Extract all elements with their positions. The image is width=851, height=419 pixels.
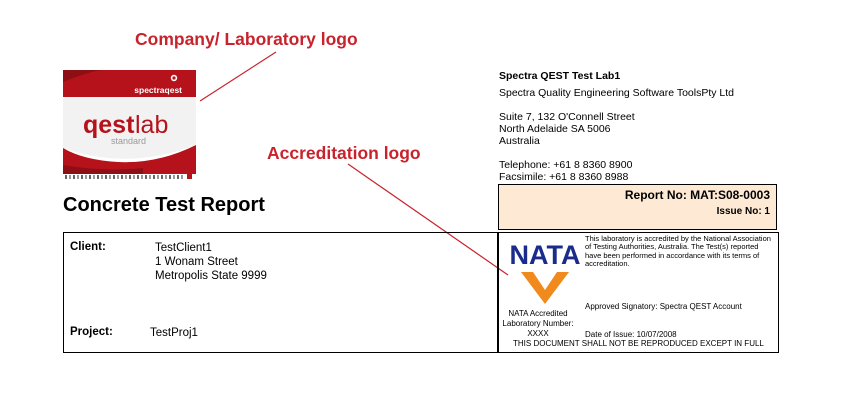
company-name: Spectra QEST Test Lab1 — [499, 70, 621, 82]
client-name: TestClient1 — [155, 242, 212, 254]
accreditation-statement: This laboratory is accredited by the National Association of Testing Authorities, Australia. The Test(s) reported have been performed in accordance with its terms of accreditation. — [585, 234, 771, 268]
nata-logo-chevron — [521, 272, 569, 304]
nata-logo — [507, 236, 583, 306]
logo-brand-main-2: lab — [135, 111, 169, 139]
approved-signatory: Approved Signatory: Spectra QEST Account — [585, 302, 742, 311]
client-label: Client: — [70, 241, 106, 253]
company-facsimile: Facsimile: +61 8 8360 8988 — [499, 171, 629, 183]
client-address-line-1: 1 Wonam Street — [155, 256, 238, 268]
report-number: Report No: MAT:S08-0003 — [624, 188, 770, 202]
laboratory-number: XXXX — [527, 329, 549, 338]
company-address-line-2: North Adelaide SA 5006 — [499, 123, 611, 135]
company-logo-pointer — [200, 52, 276, 101]
date-of-issue: Date of Issue: 10/07/2008 — [585, 330, 677, 339]
company-address-line-1: Suite 7, 132 O'Connell Street — [499, 111, 635, 123]
accreditation-box — [498, 232, 779, 353]
issue-number: Issue No: 1 — [716, 206, 770, 217]
nata-accredited-label: NATA Accredited — [508, 309, 568, 318]
report-title: Concrete Test Report — [63, 194, 265, 216]
company-telephone: Telephone: +61 8 8360 8900 — [499, 159, 633, 171]
reproduction-disclaimer: THIS DOCUMENT SHALL NOT BE REPRODUCED EXCEPT IN FULL — [513, 339, 764, 348]
logo-edition: standard — [111, 136, 147, 146]
company-logo-callout: Company/ Laboratory logo — [135, 29, 358, 49]
client-details-box — [63, 232, 498, 353]
client-address-line-2: Metropolis State 9999 — [155, 270, 267, 282]
project-label: Project: — [70, 326, 113, 338]
laboratory-number-label: Laboratory Number: — [502, 319, 574, 328]
report-number-box — [498, 184, 777, 230]
nata-logo-text: NATA — [509, 240, 581, 270]
logo-brand-small: spectraqest — [134, 85, 182, 95]
logo-brand-main-1: qest — [83, 111, 135, 139]
company-logo — [63, 70, 196, 180]
company-address-line-3: Australia — [499, 135, 540, 147]
company-subtitle: Spectra Quality Engineering Software ToolsPty Ltd — [499, 87, 735, 99]
accreditation-logo-callout: Accreditation logo — [267, 143, 421, 163]
project-name: TestProj1 — [150, 327, 198, 339]
